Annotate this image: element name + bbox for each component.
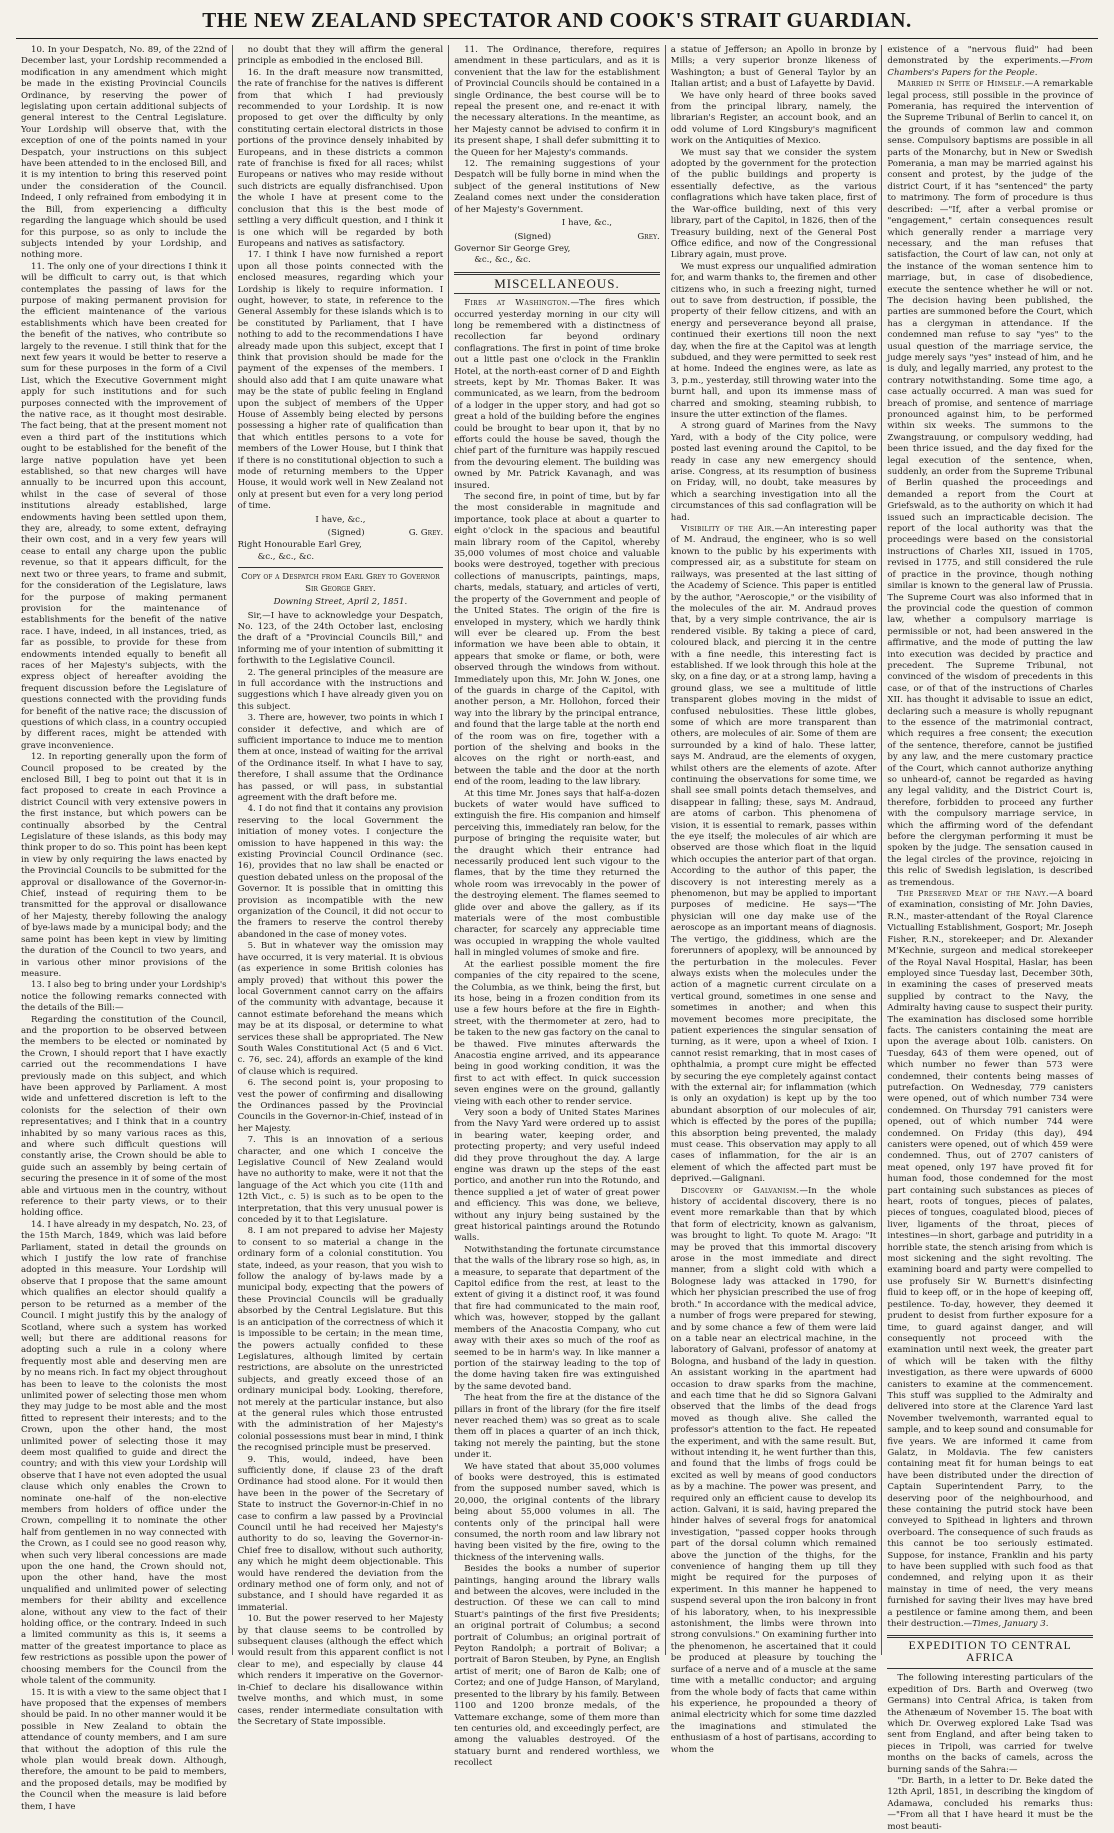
signature-name-2: Grey. <box>637 231 660 242</box>
paragraph-12: 12. In reporting generally upon the form of Council proposed to be created by the enclosed Bill, I beg to point out that it is in fact proposed to create in each Province a district Council with very extensive powers in the first instance, but which powers can be continually absorbed by the Central Legislature of these islands, as this body may think proper to do so. This point has been kept in view by only requiring the laws enacted by the Provincial Councils to be submitted for the approval or disallowance of the Governor-in-Chief, instead of requiring them to be transmitted for the approval or disallowance of her Majesty, thereby following the analogy of bye-laws made by a municipal body; and the same point has been kept in view by limiting the duration of the Council to two years, and in various other minor provisions of the measure. <box>21 752 227 979</box>
signature-close-2: I have, &c., <box>561 218 613 229</box>
paragraph-14: 14. I have already in my despatch, No. 23, of the 15th March, 1849, which was laid before Parliament, stated in detail the grounds on which I justify the low rate of franchise adopted in this measure. Your Lordship will observe that I propose that the same amount which qualifies an elector should qualify a person to be returned as a member of the Council. I might justify this by the analogy of Scotland, where such a system has worked well; but there are additional reasons for adopting such a rule in a colony where frequently most able and deserving men are by no means rich. In fact my object throughout has been to leave to the colonists the most unlimited power of selecting those men whom they may judge to be most able and the most fitted to represent their interests; and to the Crown, upon the other hand, the most unlimited power of selecting those it may deem most qualified to guide and direct the country; and with this view your Lordship will observe that I have not even adopted the usual clause which only enables the Crown to nominate one-half of the non-elective members from holders of office under the Crown, compelling it to nominate the other half from gentlemen in no way connected with the Crown, as I could see no good reason why, when such very liberal concessions are made upon the one hand, the Crown should not, upon the other hand, have the most unqualified and unlimited power of selecting members for their ability and excellence alone, without any view to the fact of their holding office, or the contrary. Indeed in such a limited community as this is, it seems a matter of the greatest importance to place as few restrictions as possible upon the power of choosing members for the Council from the whole talent of the community. <box>21 1219 227 1687</box>
despatch-paragraph-4: 4. I do not find that it contains any provision reserving to the local Government the initiation of money votes. I conjecture the omission to have happened in this way: the existing Provincial Council Ordinance (sec. 16), provides that no law shall be enacted or question debated unless on the proposal of the Governor. It is possible that in omitting this provision as incompatible with the new organization of the Council, it did not occur to the framers to reserve the control thereby abandoned in the case of money votes. <box>237 804 444 940</box>
signature-signed: (Signed) <box>327 528 365 539</box>
paragraph: Besides the books a number of superior paintings, hanging around the library walls and between the alcoves, were included in the destruction. Of these we can call to mind Stuart's paintings of the first five Presidents; an original portrait of Columbus; a second portrait of Columbus; an original portrait of Peyton Randolph; a portrait of Bolivar; a portrait of Baron Steuben, by Pyne, an English artist of merit; one of Baron de Kalb; one of Cortez; and one of Judge Hanson, of Maryland, presented to the library by his family. Between 1100 and 1200 bronze medals, of the Vattemare exchange, some of them more than ten centuries old, and exceedingly perfect, are among the valuables destroyed. Of the statuary burnt and rendered worthless, we recollect <box>454 1564 660 1769</box>
paragraph-cont <box>887 45 1093 79</box>
section-heading-miscellaneous: MISCELLANEOUS. <box>494 275 620 291</box>
despatch-salutation: Sir,—I have to acknowledge your Despatch, No. 123, of the 24th October last, enclosing the draft of a "Provincial Councils Bill," and informing me of your intention of submitting it forthwith to the Legislative Council. <box>237 610 444 667</box>
source-citation: Times, January 3. <box>972 1619 1049 1630</box>
paragraph-13b: Regarding the constitution of the Council, and the proportion to be observed between the members to be elected or nominated by the Crown, I should report that I have exactly carried out the recommendations I have previously made on this subject, and which have been approved by Parliament. A most wide and unfettered discretion is left to the colonists for the selection of their own representatives; and I think that in a country inhabited by so many various races as this, and where such difficult questions will constantly arise, the Crown should be able to guide such an assembly by being certain of securing the presence in it of some of the most able and virtuous men in the country, without reference to their party views, or to their holding office. <box>21 1014 227 1219</box>
paragraph-15: 15. It is with a view to the same object that I have proposed that the expenses of members should be paid. In no other manner would it be possible in New Zealand to obtain the attendance of county members, and I am sure that without the adoption of this rule the whole plan would break down. Although, therefore, the amount to be paid to members, and the proposed details, may be modified by the Council when the measure is laid before them, I have <box>21 1687 227 1812</box>
paragraph-16: 16. In the draft measure now transmitted, the rate of franchise for the natives is different from that which I had previously recommended to your Lordship. It is now proposed to get over the difficulty by only constituting certain electoral districts in those portions of the province densely inhabited by Europeans, and in these districts a common rate of franchise is fixed for all races; whilst Europeans or natives who may reside without such districts are equally disfranchised. Upon the whole I have at present come to the conclusion that this is the best mode of settling a very difficult question, and I think it is one which will be regarded by both Europeans and natives as satisfactory. <box>237 67 444 249</box>
article-heading: Visibility of the Air. <box>680 524 775 535</box>
paragraph: Notwithstanding the fortunate circumstance that the walls of the library rose so high, as, in a measure, to separate that department of the Capitol edifice from the rest, at least to the extent of giving it a distinct roof, it was found that fire had communicated to the main roof, which was, however, stopped by the gallant members of the Anacostia Company, who cut away with their axes so much of the roof as seemed to be in harm's way. In like manner a portion of the stairway leading to the top of the dome having taken fire was extinguished by the same devoted band. <box>454 1244 660 1392</box>
article-text: —The fires which occurred yesterday morning in our city will long be remembered with a distinctness of recollection far beyond ordinary conflagrations. The first in point of time broke out a little past one o'clock in the Franklin Hotel, at the north-east corner of D and Eighth streets, kept by Mr. Thomas Baker. It was communicated, as we learn, from the bedroom of a lodger in the upper story, and had got so great a hold of the building before the engines could be brought to bear upon it, that by no efforts could the house be saved, though the chief part of the furniture was happily rescued from the devouring element. The building was owned by Mr. Patrick Kavanagh, and was insured. <box>454 298 660 491</box>
despatch-paragraph-2: 2. The general principles of the measure are in full accordance with the instructions and suggestions which I have already given you on this subject. <box>237 667 444 712</box>
paragraph: We must express our unqualified admiration for, and warm thanks to, the firemen and other citizens who, in such a freezing night, turned out to save from destruction, if possible, the property of their fellow citizens, and with an energy and perseverance beyond all praise, continued their exertions till noon the next day, when the fire at the Capitol was at length subdued, and they were permitted to seek rest at home. Indeed the engines were, as late as 3, p.m., yesterday, still throwing water into the burnt hall, and upon its immense mass of charred and smoking, steaming rubbish, to insure the utter extinction of the flames. <box>670 261 877 420</box>
article-text: —A remarkable legal process, still possible in the province of Pomerania, has required the intervention of the Supreme Tribunal of Berlin to cancel it, on the grounds of common law and common sense. Compulsory baptisms are possible in all parts of the Monarchy, but in New or Swedish Pomerania, a man may be married against his consent and protest, by the judge of the district Court, if it has "sentenced" the party to matrimony. The form of procedure is thus described: —"If, after a verbal promise or "engagement," certain consequences result which generally render a marriage very necessary, and the man refuses that satisfaction, the Court of law can, not only at the instance of the woman sentence him to marriage, but, in case of disobedience, execute the sentence whether he will or not. The decision having been published, the parties are summoned before the Court, which has a clergyman in attendance. If the condemned man refuse to say "yes" to the usual question of the marriage service, the judge merely says "yes" instead of him, and he is duly, and legally married, any protest to the contrary notwithstanding. Some time ago, a case actually occurred. A man was sued for breach of promise, and sentence of marriage pronounced against him, to be performed within six weeks. The summons to the Zwangstrauung, or compulsory wedding, had been thrice issued, and the day fixed for the legal execution of the sentence, when, suddenly, an order from the Supreme Tribunal of Berlin quashed the proceedings and demanded a report from the Court at Griefswald, as to the authority on which it had issued such an impracticable decision. The report of the local authority was that the proceedings were based on the consistorial instructions of Charles XII, issued in 1705, revised in 1775, and still considered the rule of practice in the province, though nothing similar is known to the general law of Prussia. The Supreme Court was also informed that in the provincial code the question of common law, whether a compulsory marriage is permissible or not, had been answered in the affirmative, and the mode of putting the law into execution was decided by practice and precedent. The Supreme Tribunal, not convinced of the wisdom of precedents in this case, or of that of the instructions of Charles XII. has thought it advisable to issue an edict, declaring such a measure is wholly repugnant to the essence of the matrimonial contract, which requires a free consent; the execution of the sentence, therefore, cannot be justified by any law, and the mere customary practice of the Court, which cannot authorize anything so unheard-of, cannot be regarded as having any legal validity, and the District Court is, therefore, forbidden to proceed any further with the compulsory marriage service, in which the affirming word of the defendant before the clergyman performing it must be spoken by the judge. The sensation caused in the legal circles of the province, rejoicing in this relic of Swedish legislation, is described as tremendous. <box>887 79 1093 888</box>
despatch-paragraph-12: 12. The remaining suggestions of your Despatch will be fully borne in mind when the subject of the general institutions of New Zealand comes next under the consideration of her Majesty's Government. <box>454 159 660 215</box>
despatch-paragraph-6: 6. The second point is, your proposing to vest the power of confirming and disallowing the Ordinances passed by the Provincial Councils in the Governor-in-Chief, instead of in her Majesty. <box>237 1078 444 1134</box>
despatch-paragraph-10: 10. But the power reserved to her Majesty by that clause seems to be controlled by subsequent clauses (although the effect which would result from this apparent conflict is not clear to me), and especially by clause 44 which renders it imperative on the Governor-in-Chief to declare his disallowance within twelve months, and which must, in some cases, render intermediate consultation with the Secretary of State impossible. <box>237 1614 444 1727</box>
dateline: Downing Street, April 2, 1851. <box>273 597 408 608</box>
paragraph: The heat from the fire at the distance of the pillars in front of the library (for the fire itself never reached them) was so great as to scale them off in places a quarter of an inch thick, taking not merely the painting, but the stone under it. <box>454 1393 660 1461</box>
paragraph-10: 10. In your Despatch, No. 89, of the 22nd of December last, your Lordship recommended a modification in any amendment which might be made in the existing Provincial Councils Ordinance, by reserving the power of legislating upon certain additional subjects of general interest to the Central Legislature. Your Lordship will observe that, with the exception of one of the points named in your Despatch, your instructions on this subject have been attended to in the enclosed Bill, and it is my intention to bring this reserved point under the consideration of the Council. Indeed, I only refrained from embodying it in the Bill, from experiencing a difficulty regarding the language which should be used for this purpose, so as only to include the subjects intended by your Lordship, and nothing more. <box>21 45 227 261</box>
paragraph-cont: a statue of Jefferson; an Apollo in bronze by Mills; a very superior bronze likeness of Washington; a bust of General Taylor by an Italian artist; and a bust of Lafayette by David. <box>670 45 877 90</box>
signature-block-2 <box>454 232 660 243</box>
address-line-1: Right Honourable Earl Grey, <box>237 540 362 551</box>
paragraph: We have only heard of three books saved from the principal library, namely, the librarian's Register, an account book, and an odd volume of Lord Kingsbury's magnificent work on the Antiquities of Mexico. <box>670 90 877 147</box>
paragraph: "Dr. Barth, in a letter to Dr. Beke dated the 12th April, 1851, in describing the kingdom of Adamawa, concluded his remarks thus:—"From all that I have heard it must be the most beauti- <box>887 1775 1093 1832</box>
paragraph: Very soon a body of United States Marines from the Navy Yard were ordered up to assist in bearing water, keeping order, and protecting property; and very useful indeed did they prove throughout the day. A large engine was drawn up the steps of the east portico, and another run into the Rotundo, and thence supplied a jet of water of great power and efficiency. This was done, we believe, without any injury being sustained by the great historical paintings around the Rotundo walls. <box>454 1107 660 1244</box>
article-married <box>887 79 1093 889</box>
signature-name: G. Grey. <box>408 528 444 539</box>
column-1 <box>16 45 233 1812</box>
article-heading: The Preserved Meat of the Navy. <box>897 889 1049 900</box>
paragraph-11: 11. The only one of your directions I think it will be difficult to carry out, is that which contemplates the passing of laws for the purpose of making permanent provision for the efficient maintenance of the various establishments which have been created for the benefit of the natives, who contribute so largely to the revenue. I still think that for the next few years it would be better to reserve a sum for these purposes in the form of a Civil List, which the Executive Government might apply for such institutions and for such purposes connected with the improvement of the native race, as it thought most desirable. The fact being, that at the present moment not even a third part of the institutions which ought to be established for the benefit of the large native population have yet been established, so that new charges will have annually to be incurred upon this account, whilst in the case of several of those institutions already established, large endowments having been settled upon them, they are, already, to some extent, defraying their own cost, and in a very few years will cease to entail any charge upon the public revenue, so that it appears difficult, for the next two or three years, to frame and submit, for the consideration of the Legislature, laws for the purpose of making permanent provision for the maintenance of establishments for the benefit of the native race. I have, indeed, in all instances, tried, as far as possible, to provide for these from endowments intended equally to benefit all races of her Majesty's subjects, with the express object of hereafter avoiding the frequent discussion before the Legislature of questions connected with the providing funds for benefit of the native race; the discussion of questions of which class, in a country occupied by different races, might be attended with grave inconvenience. <box>21 261 227 751</box>
despatch-paragraph-5: 5. But in whatever way the omission may have occurred, it is very material. It is obvious (as experience in some British colonies has amply proved) that without this power the local Government cannot carry on the affairs of the community with advantage, because it cannot estimate beforehand the means which may be at its disposal, or determine to what services these shall be appropriated. The New South Wales Constitutional Act (5 and 6 Vict. c. 76, sec. 24), affords an example of the kind of clause which is required. <box>237 941 444 1077</box>
divider <box>887 1668 1093 1669</box>
article-visibility <box>671 524 877 1186</box>
columns <box>16 45 1098 1832</box>
address-line-2: &c., &c., &c. <box>257 551 315 562</box>
divider <box>454 293 660 294</box>
paragraph: At the earliest possible moment the fire companies of the city repaired to the scene, the Columbia, as we think, being the first, but its hose, being in a frozen condition from its use a few hours before at the fire in Eighth-street, with the thermometer at zero, had to be taken to the new gas factory on the canal to be thawed. Five minutes afterwards the Anacostia engine arrived, and its appearance being in good working condition, it was the first to act with effect. In quick succession seven engines were on the ground, gallantly vieing with each other to render service. <box>454 959 660 1107</box>
column-5 <box>882 45 1098 1832</box>
despatch-paragraph-9: 9. This, would, indeed, have been sufficiently done, if clause 23 of the draft Ordinance had stood alone. For it would then have been in the power of the Secretary of State to instruct the Governor-in-Chief in no case to confirm a law passed by a Provincial Council until he had received her Majesty's authority to do so, leaving the Governor-in-Chief free to disallow, without such authority, any which he might deem objectionable. This would have rendered the deviation from the ordinary method one of form only, and not of substance, and I should have regarded it as immaterial. <box>237 1454 444 1613</box>
signature-block <box>238 528 444 539</box>
article-text: —In the whole history of accidental discovery, there is no event more remarkable than that by which that form of electricity, known as galvanism, was brought to light. To quote M. Arago: "It may be proved that this immortal discovery arose in the most immediate and direct manner, from a slight cold with which a Bolognese lady was attacked in 1790, for which her physician prescribed the use of frog broth." In accordance with the medical advice, a number of frogs were prepared for stewing, and by some chance a few of them were laid on a table near an electrical machine, in the laboratory of Galvani, professor of anatomy at Bologna, and husband of the lady in question. An assistant working in the apartment had occasion to draw sparks from the machine, and each time that he did so Signora Galvani observed that the limbs of the dead frogs moved as though alive. She called the professor's attention to the fact. He repeated the experiment, and with the same result. But, without intending it, he went further than this, and found that the limbs of frogs could be excited as well by means of good conductors as by a machine. The power was present, and required only an efficient cause to develop its action. Galvani, it is said, having prepared the hinder halves of several frogs for anatomical investigation, "passed copper hooks through part of the dorsal column which remained above the junction of the thighs, for the convenience of hanging them up till they might be required for the purposes of experiment. In this manner he happened to suspend several upon the iron balcony in front of his laboratory, when, to his inexpressible astonishment, the limbs were thrown into strong convulsions." On examining further into the phenomenon, he ascertained that it could be produced at pleasure by touching the surface of a nerve and of a muscle at the same time with a metallic conductor; and arguing from the whole body of facts that came within his experience, he propounded a theory of animal electricity which for some time dazzled the imaginations and stimulated the enthusiasm of a host of partisans, according to whom the <box>670 1185 877 1755</box>
address-line-3: Governor Sir George Grey, <box>454 243 571 254</box>
paragraph: The second fire, in point of time, but by far the most considerable in magnitude and importance, took place at about a quarter to eight o'clock in the spacious and beautiful main library room of the Capitol, whereby 35,000 volumes of most choice and valuable books were destroyed, together with precious collections of manuscripts, paintings, maps, charts, medals, statuary, and articles of verti, the property of the Government and people of the United States. The origin of the fire is enveloped in mystery, which we hardly think will ever be cleared up. From the best information we have been able to obtain, it appears that smoke or flame, or both, were observed through the windows from without. Immediately upon this, Mr. John W. Jones, one of the guards in charge of the Capitol, with another person, a Mr. Hollohon, forced their way into the library by the principal entrance, and found that the large table at the north end of the room was on fire, together with a portion of the shelving and books in the alcoves on the right or north-east, and between the table and the door at the north end of the room, leading to the law library. <box>454 492 660 788</box>
paragraph: We must say that we consider the system adopted by the government for the protection of the public buildings and property is essentially defective, as the various conflagrations which have taken place, first of the War-office building, next of this very library, part of the Capitol, in 1826, then of the Treasury building, next of the General Post Office edifice, and now of the Congressional Library again, must prove. <box>670 147 877 261</box>
despatch-heading: Copy of a Despatch from Earl Grey to Governor Sir George Grey. <box>241 572 440 594</box>
article-text: existence of a "nervous fluid" had been demonstrated by the experiments.— <box>887 45 1093 67</box>
paragraph: At this time Mr. Jones says that half-a-dozen buckets of water would have sufficed to extinguish the fire. His companion and himself perceiving this, immediately ran below, for the purpose of bringing the requisite water, but the draught which their entrance had necessarily produced lent such vigour to the flames, that by the time they returned the whole room was irrevocably in the power of the destroying element. The flames seemed to glide over and above the gallery, as if its materials were of the most combustible character, for scarcely any appreciable time was occupied in wrapping the whole vaulted hall in mingled volumes of smoke and fire. <box>454 788 660 959</box>
article-heading: Married in Spite of Himself. <box>897 79 1025 90</box>
address-line-4: &c., &c., &c. <box>474 255 531 266</box>
source-citation: From Chambers's Papers for the People. <box>887 56 1093 78</box>
article-galvanism <box>671 1186 877 1756</box>
signature-signed-2: (Signed) <box>514 231 552 242</box>
paragraph: We have stated that about 35,000 volumes of books were destroyed, this is estimated from the supposed number saved, which is 20,000, the original contents of the library being about 55,000 volumes in all. The contents only of the principal hall were consumed, the north room and law library not having been visited by the fire, owing to the thickness of the intervening walls. <box>454 1461 660 1563</box>
paragraph: A strong guard of Marines from the Navy Yard, with a body of the City police, were posted last evening around the Capitol, to be ready in case any new emergency should arise. Congress, at its resumption of business on Friday, will, no doubt, take measures by which a searching investigation into all the circumstances of this sad conflagration will be had. <box>670 421 877 523</box>
despatch-paragraph-8: 8. I am not prepared to advise her Majesty to consent to so material a change in the ordinary form of a colonial constitution. You state, indeed, as your reason, that you wish to follow the analogy of by-laws made by a municipal body, expecting that the powers of these Provincial Councils will be gradually absorbed by the Central Legislature. But this is an anticipation of the correctness of which it is impossible to be certain; in the mean time, the powers actually confided to these Legislatures, although limited by certain restrictions, are absolute on the unrestricted subjects, and greatly exceed those of an ordinary municipal body. Looking, therefore, not merely at the particular instance, but also at the general rules which those entrusted with the administration of her Majesty's colonial possessions must bear in mind, I think the recognised principle must be preserved. <box>237 1226 444 1454</box>
article-heading: Fires at Washington. <box>464 298 571 309</box>
section-divider <box>454 272 660 275</box>
article-preserved-meat <box>887 889 1093 1630</box>
paragraph-13: 13. I also beg to bring under your Lordship's notice the following remarks connected with the details of the Bill:— <box>21 980 227 1014</box>
article-fires <box>454 298 660 492</box>
divider <box>238 567 444 568</box>
despatch-paragraph-11: 11. The Ordinance, therefore, requires amendment in these particulars, and as it is convenient that the law for the establishment of Provincial Councils should be contained in a single Ordinance, the best course will be to repeal the present one, and re-enact it with the necessary alterations. In the meantime, as her Majesty cannot be advised to confirm it in its present shape, I shall defer submitting it to the Queen for her Majesty's commands. <box>454 45 660 158</box>
article-heading: Discovery of Galvanism. <box>680 1185 800 1196</box>
signature-close: I have, &c., <box>315 514 366 525</box>
paragraph-17: 17. I think I have now furnished a report upon all those points connected with the enclosed measures, regarding which your Lordship is likely to require information. I ought, however, to state, in reference to the General Assembly for these islands which is to be constituted by Parliament, that I have nothing to add to the recommendations I have already made upon this subject, except that I think that provision should be made for the payment of the expenses of the members. I should also add that I am quite unaware what may be the state of public feeling in England upon the subject of members of the Upper House of Assembly being elected by persons possessing a higher rate of qualification than that which entitles persons to a vote for members of the Lower House, but I think that if there is no constitutional objection to such a mode of returning members to the Upper House, it would work well in New Zealand not only at present but even for a very long period of time. <box>237 250 444 512</box>
masthead: THE NEW ZEALAND SPECTATOR AND COOK'S STRAIT GUARDIAN. <box>16 8 1098 39</box>
column-2 <box>233 45 450 1727</box>
despatch-paragraph-3: 3. There are, however, two points in which I consider it defective, and which are of sufficient importance to induce me to mention them at once, instead of waiting for the arrival of the Ordinance itself. In what I have to say, therefore, I shall assume that the Ordinance has passed, or will pass, in substantial agreement with the draft before me. <box>237 713 444 803</box>
column-3 <box>449 45 666 1769</box>
article-text: —An interesting paper of M. Andraud, the engineer, who is so well known to the public by his experiments with compressed air, as a substitute for steam on railways, was presented at the last sitting of the Academy of Science. This paper is entitled by the author, "Aeroscopie," or the visibility of the molecules of the air. M. Andraud proves that, by a very simple contrivance, the air is rendered visible. By taking a piece of card, coloured black, and piercing it in the centre with a fine needle, this interesting fact is established. If we look through this hole at the sky, on a fine day, or at a strong lamp, having a ground glass, we see a multitude of little transparent globes moving in the midst of confused nebulosities. These little globes, some of which are more transparent than others, are molecules of air. Some of them are surrounded by a kind of halo. These latter, says M. Andraud, are the elements of oxygen, whilst others are the elements of azote. After continuing the observations for some time, we shall see small points detach themselves, and disappear in falling; these, says M. Andraud, are atoms of carbon. This phenomena of vision, it is essential to remark, passes within the eye itself; the molecules of air which are observed are those which float in the liquid which occupies the anterior part of that organ. According to the author of this paper, the discovery is not interesting merely as a phenomenon, but may be applied to important purposes of medicine. He says—"The physician will one day make use of the aeroscope as an important means of diagnosis. The vertigo, the giddiness, which are the forerunners of apoplexy, will be announced by the perturbation in the molecules. Fever always exists when the molecules under the action of a magnetic current circulate on a vertical ground, sometimes in one sense and sometimes in another; and when this movement becomes more precipitate, the patient experiences the singular sensation of turning, as it were, upon a wheel of Ixion. I cannot resist remarking, that in most cases of ophthalmia, a prompt cure might be effected by securing the eye completely against contact with the external air; for inflammation (which is only an oxydation) is kept up by the too abundant absorption of our molecules of air, which is effected by the pores of the pupilla; this absorption being prevented, the malady must cease. This observation may apply to all cases of inflammation, for the air is an element of which the affected part must be deprived.—Galignani. <box>670 524 877 1185</box>
column-4 <box>666 45 883 1755</box>
article-text: —A board of examination, consisting of Mr. John Davies, R.N., master-attendant of the Royal Clarence Victualling Establishment, Gosport; Mr. Joseph Fisher, R.N., storekeeper; and Dr. Alexander M'Kechnie, surgeon and medical storekeeper of the Royal Naval Hospital, Haslar, has been employed since Tuesday last, December 30th, in examining the cases of preserved meats supplied by contract to the Navy, the Admiralty having cause to suspect their purity. The examination has disclosed some horrible facts. The canisters containing the meat are upon the average about 10lb. canisters. On Tuesday, 643 of them were opened, out of which number no fewer than 573 were condemned, their contents being masses of putrefaction. On Wednesday, 779 canisters were opened, out of which number 734 were condemned. On Thursday 791 canisters were opened, out of which number 744 were condemned. On Friday (this day), 494 canisters were opened, out of which 459 were condemned. Thus, out of 2707 canisters of meat opened, only 197 have proved fit for human food, those condemned for the most part containing such substances as pieces of heart, roots of tongues, pieces of palates, pieces of tongues, coagulated blood, pieces of liver, ligaments of the throat, pieces of intestines—in short, garbage and putridity in a horrible state, the stench arising from which is most sickening and the sight revolting. The examining board and party were compelled to use profusely Sir W. Burnett's disinfecting fluid to keep off, or in the hope of keeping off, pestilence. To-day, however, they deemed it prudent to desist from further exposure for a time, to guard against danger, and will consequently not proceed with the examination until next week, the greater part of which will be taken with the filthy investigation, as there were upwards of 6000 canisters to examine at the commencement. This stuff was supplied to the Admiralty and delivered into store at the Clarence Yard last November twelvemonth, warranted equal to sample, and to keep sound and consumable for five years. We are informed it came from Galatz, in Moldavia. The few canisters containing meat fit for human beings to eat have been distributed under the direction of Captain Superintendent Parry, to the deserving poor of the neighbourhood, and these containing the putrid stock have been conveyed to Spithead in lighters and thrown overboard. The consequence of such frauds as this cannot be too seriously estimated. Suppose, for instance, Franklin and his party to have been supplied with such food as that condemned, and relying upon it as their mainstay in time of need, the very means furnished for saving their lives may have bred a pestilence or famine among them, and been their destruction.— <box>887 889 1093 1630</box>
paragraph-15-cont: no doubt that they will affirm the general principle as embodied in the enclosed Bill. <box>237 45 444 67</box>
section-heading-expedition: EXPEDITION TO CENTRAL AFRICA <box>908 1640 1072 1664</box>
paragraph: The following interesting particulars of the expedition of Drs. Barth and Overweg (two Germans) into Central Africa, is taken from the Athenæum of November 15. The boat with which Dr. Overweg explored Lake Tsad was sent from England, and after being taken to pieces in Tripoli, was carried for twelve months on the backs of camels, across the burning sands of the Sahra:— <box>887 1673 1093 1775</box>
despatch-paragraph-7: 7. This is an innovation of a serious character, and one which I conceive the Legislative Council of New Zealand would have no authority to make, were it not that the language of the Act which you cite (11th and 12th Vict., c. 5) is such as to be open to the interpretation, that this very unusual power is conceded by it to that Legislature. <box>237 1135 444 1226</box>
section-divider <box>887 1635 1093 1638</box>
